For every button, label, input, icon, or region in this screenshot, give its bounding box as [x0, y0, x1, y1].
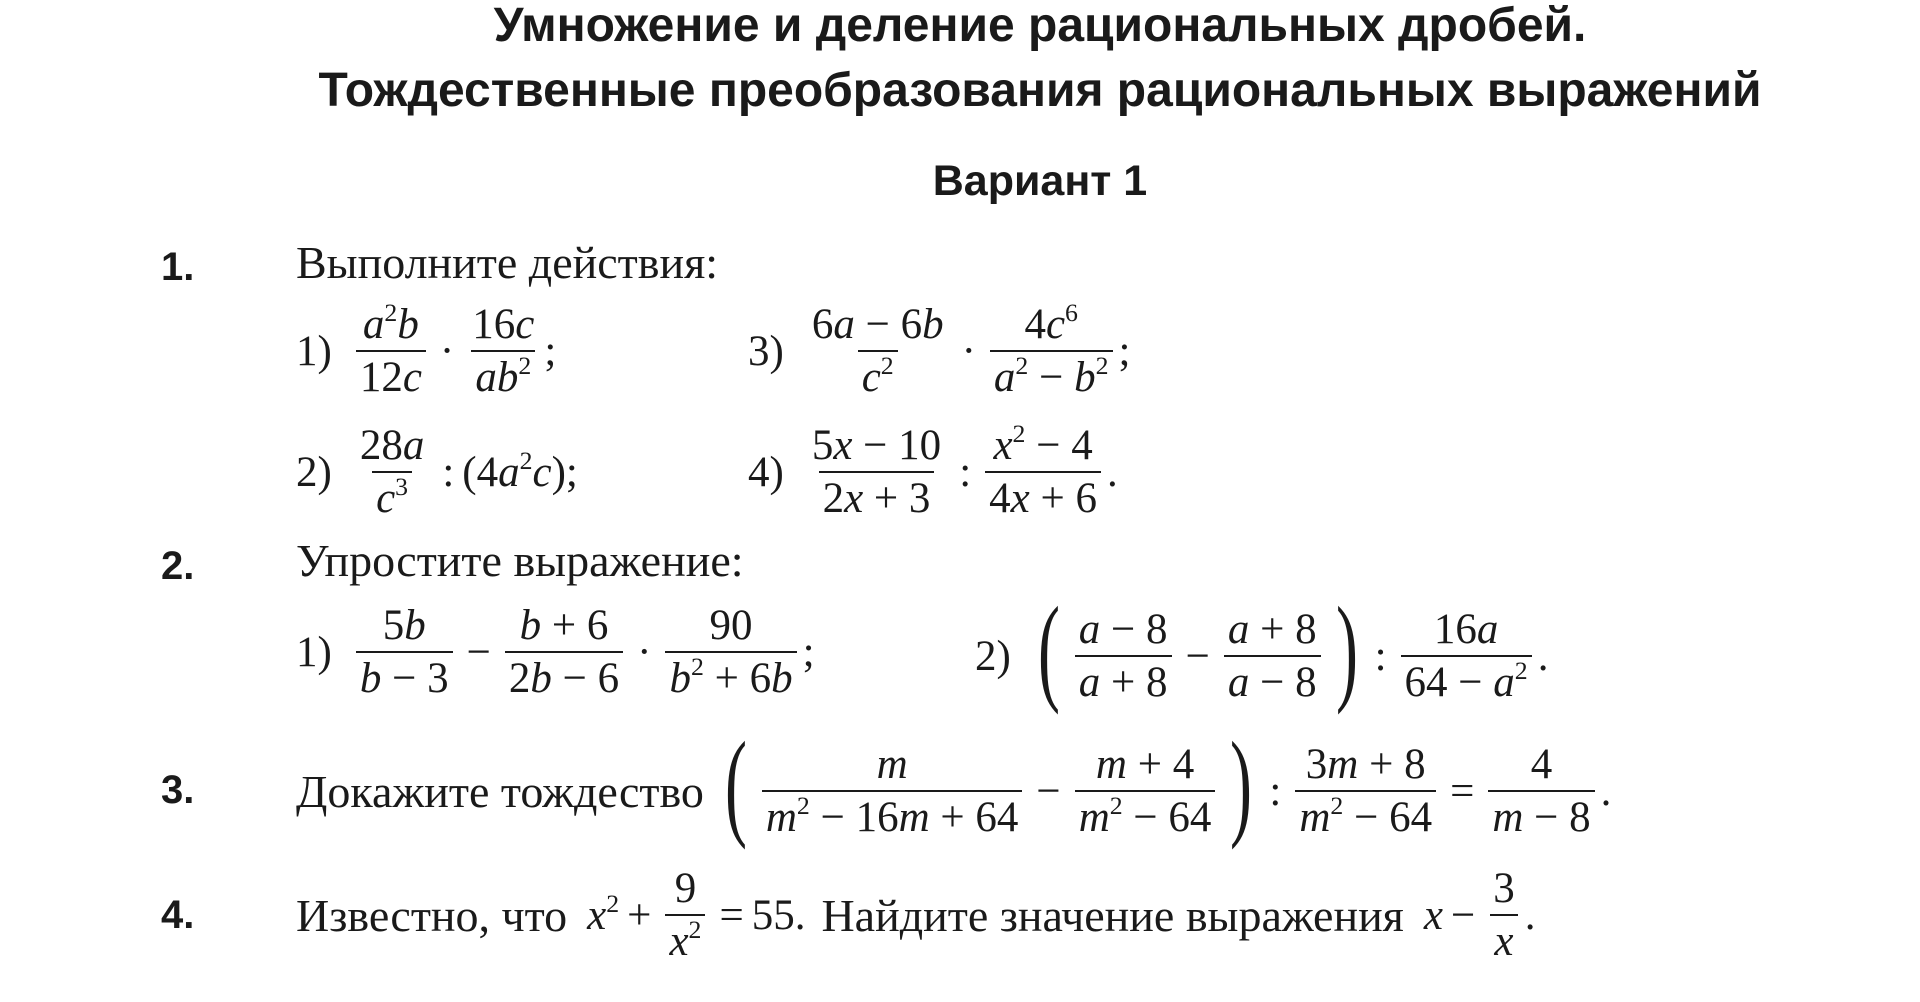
variant-heading: Вариант 1: [932, 157, 1148, 205]
task-2-number: 2.: [161, 544, 195, 588]
item-label: 1): [296, 628, 332, 676]
task-4-line: Известно, что $x^2$ + $\frac{9}{x^2}$ = 55. Найдите значение выражения x − $\frac{3}{x}$ .: [296, 865, 1536, 966]
item-label: 1): [296, 327, 332, 375]
title-line-1: Умножение и деление рациональных дробей.: [493, 0, 1587, 52]
task-4-number: 4.: [161, 893, 195, 937]
fraction: $\frac{3m + 8}{m^2 - 64}$: [1295, 742, 1436, 840]
fraction: $\frac{6a - 6b}{c^2}$: [811, 301, 944, 402]
item-label: 4): [748, 448, 784, 496]
fraction: $\frac{3}{x}$: [1489, 866, 1519, 964]
fraction: $\frac{m + 4}{m^2 - 64}$: [1075, 742, 1216, 840]
fraction: $\frac{5x - 10}{2x + 3}$: [811, 422, 942, 523]
fraction: $\frac{4c^6}{a^2 - b^2}$: [990, 302, 1113, 400]
fraction: $\frac{5b}{b - 3}$: [356, 603, 453, 701]
title-line-2: Тождественные преобразования рациональных выражений: [318, 64, 1762, 117]
task-1-item-2: 2) $\frac{28a}{c^3}$ : $(4a^2c)$;: [296, 422, 578, 523]
fraction: $\frac{b + 6}{2b - 6}$: [505, 603, 623, 701]
task-1-item-3: 3) $\frac{6a - 6b}{c^2}$ · $\frac{4c^6}{a^2 - b^2}$ ;: [748, 298, 1131, 402]
task-3-line: Докажите тождество ( $\frac{m}{m^2 - 16m + 64}$ − $\frac{m + 4}{m^2 - 64}$ ) : $\frac{3m + 8}{m^2 - 64}$ = $\frac{4}{m - 8}$ .: [296, 717, 1612, 850]
fraction: $\frac{16a}{64 - a^2}$: [1401, 607, 1532, 705]
fraction: $\frac{90}{b^2 + 6b}$: [665, 603, 796, 701]
item-label: 2): [975, 632, 1011, 680]
task-2-prompt: Упростите выражение:: [296, 535, 744, 586]
fraction: $\frac{16c}{ab^2}$: [472, 301, 535, 402]
task-2-item-1: 1) $\frac{5b}{b - 3}$ − $\frac{b + 6}{2b - 6}$ · $\frac{90}{b^2 + 6b}$ ;: [296, 602, 815, 703]
fraction: $\frac{m}{m^2 - 16m + 64}$: [762, 742, 1023, 840]
fraction: $\frac{x^2 - 4}{4x + 6}$: [985, 423, 1101, 521]
fraction: $\frac{9}{x^2}$: [665, 866, 705, 964]
task-1-number: 1.: [161, 245, 195, 289]
fraction: $\frac{a + 8}{a - 8}$: [1224, 607, 1321, 705]
fraction: $\frac{a^2b}{12c}$: [356, 302, 426, 400]
task-3-number: 3.: [161, 768, 195, 812]
fraction: $\frac{a - 8}{a + 8}$: [1075, 607, 1172, 705]
item-label: 3): [748, 327, 784, 375]
task-1-item-1: 1) $\frac{a^2b}{12c}$ · $\frac{16c}{ab^2}$ ;: [296, 298, 557, 402]
fraction: $\frac{28a}{c^3}$: [359, 422, 425, 523]
item-label: 2): [296, 448, 332, 496]
task-4-question: Найдите значение выражения: [821, 889, 1404, 941]
task-1-prompt: Выполните действия:: [296, 237, 719, 288]
task-2-item-2: 2) ( $\frac{a - 8}{a + 8}$ − $\frac{a + 8}{a - 8}$ ) : $\frac{16a}{64 - a^2}$ .: [975, 582, 1549, 715]
fraction: $\frac{4}{m - 8}$: [1488, 742, 1594, 840]
task-3-prompt: Докажите тождество: [296, 765, 704, 817]
task-1-item-4: 4) $\frac{5x - 10}{2x + 3}$ : $\frac{x^2 - 4}{4x + 6}$ .: [748, 419, 1118, 523]
task-4-prompt: Известно, что: [296, 889, 568, 941]
